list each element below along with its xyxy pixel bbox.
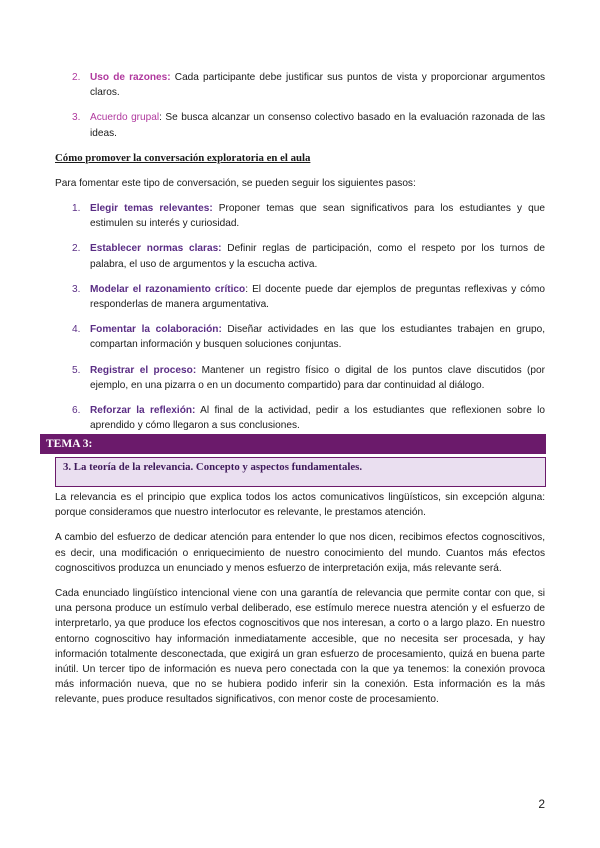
list-item-text: Definir reglas de participación, como el respeto por los turnos de palabra, el uso de argumentos y la escucha activa. bbox=[90, 243, 545, 270]
list-item-text: Cada participante debe justificar sus puntos de vista y proporcionar argumentos claros. bbox=[90, 72, 545, 99]
body-paragraph: Cada enunciado lingüístico intencional viene con una garantía de relevancia que permite contar con que, si una persona produce un estímulo verbal deliberado, ese estímulo merece nuestra atención y el esfuerzo de interpretarlo, ya que produce los efectos cognoscitivos que nos interesan, a corto o a largo plazo. En nuestro entorno cognoscitivo hay información inmediatamente accesible, que no necesita ser procesada, y hay información totalmente desconectada, que exigirá un gran esfuerzo de procesamiento, quizá en buena parte inútil. Un tercer tipo de información es nueva pero conectada con la que ya tenemos: la conexión provoca más información nueva, que no se hubiera podido inferir sin la conexión. Esta información es la más relevante, pues produce resultados significativos, con menor coste de procesamiento. bbox=[55, 588, 545, 706]
list-item-title: Elegir temas relevantes: bbox=[90, 203, 213, 215]
list-number: 3. bbox=[72, 112, 81, 124]
steps-list bbox=[55, 201, 545, 433]
list-number: 2. bbox=[72, 243, 81, 255]
list-item-title: Acuerdo grupal bbox=[90, 112, 160, 124]
list-item-text: Proponer temas que sean significativos para los estudiantes y que estimulen su interés y curiosidad. bbox=[90, 203, 546, 230]
list-item-title: Uso de razones: bbox=[90, 72, 171, 83]
list-item-title: Modelar el razonamiento crítico bbox=[90, 283, 246, 295]
tema-header-bar: TEMA 3: bbox=[40, 434, 546, 454]
list-item bbox=[55, 363, 545, 393]
list-item bbox=[55, 241, 545, 271]
list-number: 3. bbox=[72, 283, 81, 295]
section-heading: Cómo promover la conversación exploratoria en el aula bbox=[55, 151, 311, 164]
relevance-section bbox=[55, 490, 545, 708]
list-item-text: Al final de la actividad, pedir a los estudiantes que reflexionen sobre lo aprendido y cómo llegaron a sus conclusiones. bbox=[90, 405, 546, 432]
list-number: 6. bbox=[72, 405, 81, 417]
list-item-title: Registrar el proceso: bbox=[90, 364, 197, 376]
list-number: 4. bbox=[72, 324, 81, 336]
principles-list bbox=[55, 70, 545, 141]
intro-paragraph: Para fomentar este tipo de conversación, se pueden seguir los siguientes pasos: bbox=[55, 177, 416, 189]
list-item bbox=[55, 322, 545, 352]
list-item-title: Reforzar la reflexión: bbox=[90, 405, 196, 417]
list-item bbox=[55, 201, 545, 231]
list-item-text: Mantener un registro físico o digital de los puntos clave discutidos (por ejemplo, en una pizarra o en un documento compartido) para dar continuidad al diálogo. bbox=[90, 364, 545, 391]
page-number: 2 bbox=[538, 797, 545, 811]
list-item-title: Establecer normas claras: bbox=[90, 243, 222, 255]
list-item-title: Fomentar la colaboración: bbox=[90, 324, 222, 336]
content-top bbox=[55, 70, 545, 433]
body-paragraph: A cambio del esfuerzo de dedicar atención para entender lo que nos dicen, recibimos efectos cognoscitivos, es decir, una modificación o enriquecimiento de nuestro conocimiento del mundo. Cuantos más efectos cognoscitivos produzca un enunciado y menos esfuerzo de interpretación exija, más relevante será. bbox=[55, 532, 545, 574]
list-item bbox=[55, 110, 545, 140]
topic-subtitle: 3. La teoría de la relevancia. Concepto y aspectos fundamentales. bbox=[55, 457, 546, 487]
list-item bbox=[55, 70, 545, 100]
list-item bbox=[55, 403, 545, 433]
list-item-text: : El docente puede dar ejemplos de preguntas reflexivas y cómo responderlas de manera argumentativa. bbox=[90, 283, 545, 311]
list-item bbox=[55, 282, 545, 312]
body-paragraph: La relevancia es el principio que explica todos los actos comunicativos lingüísticos, sin excepción alguna: porque consideramos que nuestro interlocutor es relevante, le prestamos atención. bbox=[55, 492, 545, 519]
list-item-text: : Se busca alcanzar un consenso colectivo basado en la evaluación razonada de las ideas. bbox=[90, 112, 545, 139]
list-number: 2. bbox=[72, 72, 81, 83]
list-number: 1. bbox=[72, 203, 81, 215]
list-item-text: Diseñar actividades en las que los estudiantes trabajen en grupo, compartan información y busquen soluciones conjuntas. bbox=[90, 324, 545, 351]
list-number: 5. bbox=[72, 364, 81, 376]
